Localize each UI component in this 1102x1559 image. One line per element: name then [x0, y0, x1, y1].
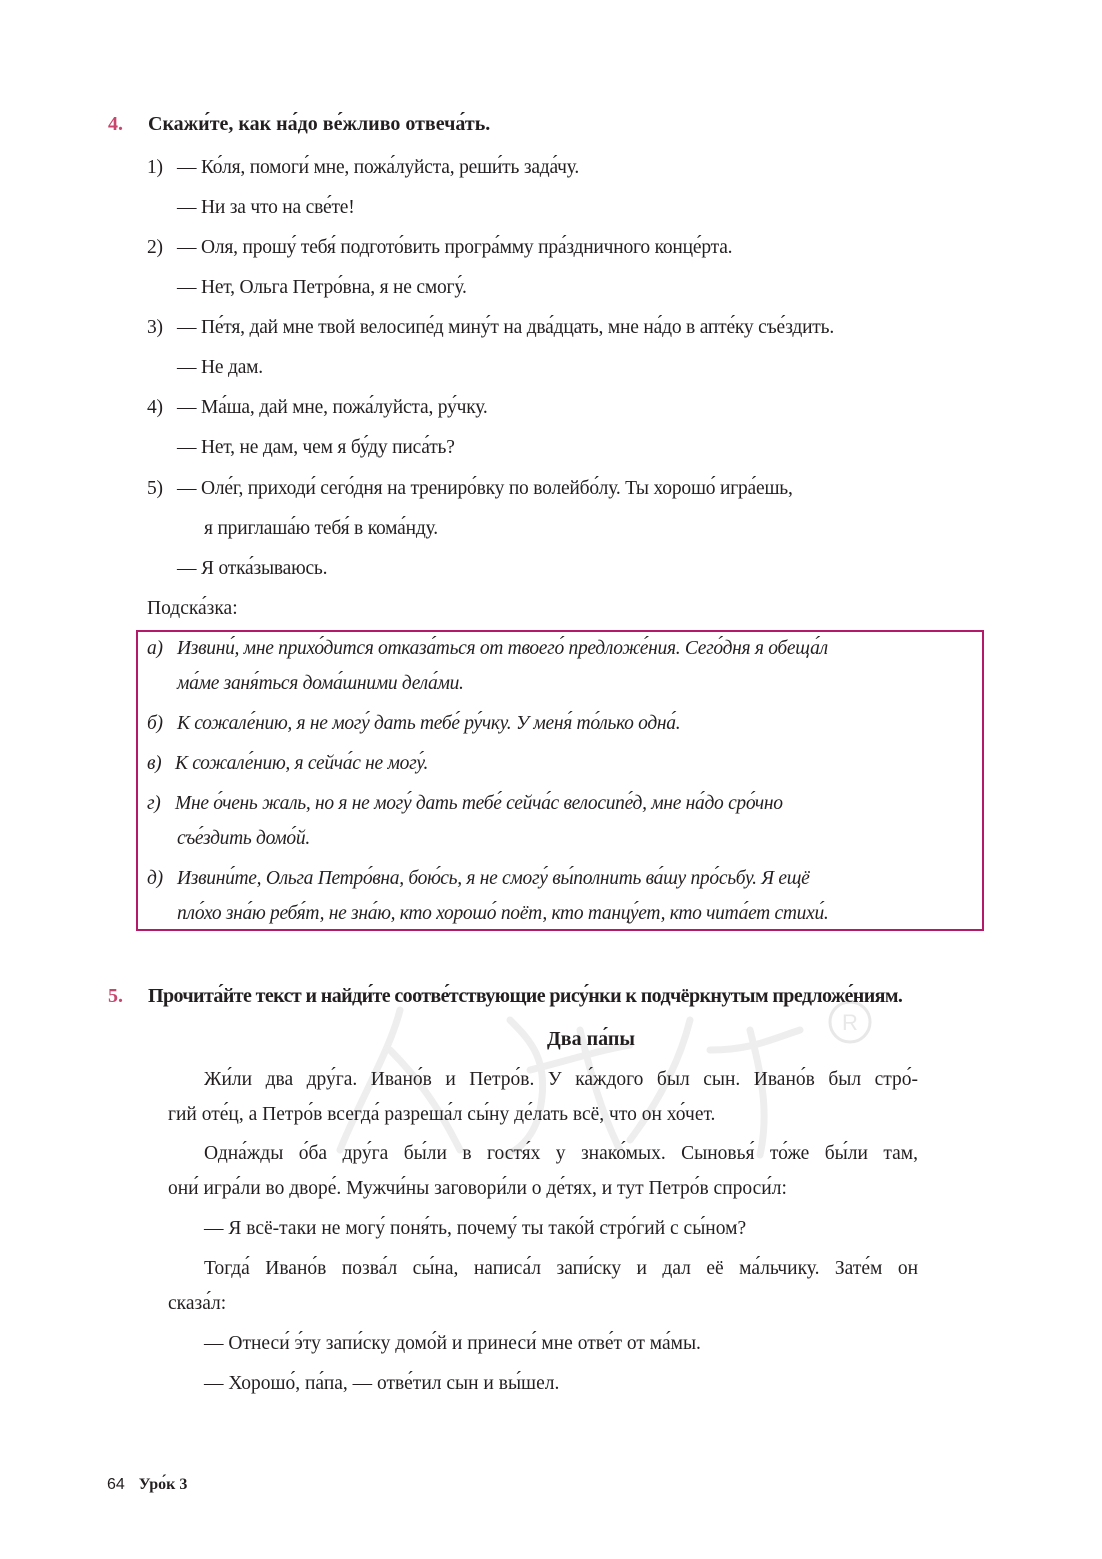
- dialogue-item-1-line-2: — Ни за что на све́те!: [177, 197, 355, 218]
- hint-g-line-1: [147, 791, 783, 817]
- hint-text: Извини́те, Ольга Петро́вна, бою́сь, я не смогу́ вы́полнить ва́шу про́сьбу. Я ещё: [177, 868, 810, 889]
- story-line-6: Тогда́ Ивано́в позва́л сы́на, написа́л запи́ску и дал её ма́льчику. Зате́м он: [204, 1258, 918, 1279]
- dialogue-item-2-line-2: — Нет, Ольга Петро́вна, я не смогу́.: [177, 277, 467, 298]
- dialogue-item-1-line-1: [147, 155, 579, 181]
- dialogue-item-2-line-1: [147, 235, 732, 261]
- hint-letter: в): [147, 753, 162, 774]
- dialogue-line: — Пе́тя, дай мне твой велосипе́д мину́т на два́дцать, мне на́до в апте́ку съе́здить.: [177, 317, 834, 338]
- item-number: 3): [147, 317, 163, 338]
- item-number: 1): [147, 157, 163, 178]
- exercise-4-title: Скажи́те, как на́до ве́жливо отвеча́ть.: [148, 113, 491, 135]
- hint-text: К сожале́нию, я не могу́ дать тебе́ ру́чку. У меня́ то́лько одна́.: [177, 713, 681, 734]
- hint-text: К сожале́нию, я сейча́с не могу́.: [175, 753, 429, 774]
- hint-letter: д): [147, 868, 163, 889]
- exercise-4-heading: [108, 110, 490, 138]
- story-line-7: сказа́л:: [168, 1293, 227, 1314]
- dialogue-item-5-line-1: [147, 476, 793, 502]
- hint-text: Мне о́чень жаль, но я не могу́ дать тебе́ сейча́с велосипе́д, мне на́до сро́чно: [175, 793, 783, 814]
- story-line-1: Жи́ли два дру́га. Ивано́в и Петро́в. У ка́ждого был сын. Ивано́в был стро́-: [204, 1069, 918, 1090]
- dialogue-item-5-line-3: — Я отка́зываюсь.: [177, 558, 328, 579]
- story-line-2: гий оте́ц, а Петро́в всегда́ разреша́л сы́ну де́лать всё, что он хо́чет.: [168, 1104, 716, 1125]
- item-number: 4): [147, 397, 163, 418]
- dialogue-item-5-line-2: я приглаша́ю тебя́ в кома́нду.: [204, 518, 438, 539]
- dialogue-item-4-line-1: [147, 395, 488, 421]
- dialogue-line: — Оле́г, приходи́ сего́дня на трениро́вку по волейбо́лу. Ты хорошо́ игра́ешь,: [177, 478, 793, 499]
- story-line-8: — Отнеси́ э́ту запи́ску домо́й и принеси́ мне отве́т от ма́мы.: [204, 1333, 701, 1354]
- dialogue-item-3-line-2: — Не дам.: [177, 357, 263, 378]
- svg-text:R: R: [842, 1010, 858, 1035]
- hint-letter: а): [147, 638, 163, 659]
- story-line-9: — Хорошо́, па́па, — отве́тил сын и вы́шел.: [204, 1373, 560, 1394]
- exercise-4-number: 4.: [108, 113, 123, 135]
- hint-g-line-2: съе́здить домо́й.: [177, 828, 310, 849]
- hint-v-line-1: [147, 751, 428, 777]
- hint-d-line-1: [147, 866, 810, 892]
- hint-a-line-2: ма́ме заня́ться дома́шними дела́ми.: [177, 673, 464, 694]
- hint-label: Подска́зка:: [147, 598, 238, 619]
- hint-text: Извини́, мне прихо́дится отказа́ться от твоего́ предложе́ния. Сего́дня я обеща́л: [177, 638, 828, 659]
- page-footer: [107, 1474, 187, 1496]
- story-title: Два па́пы: [547, 1028, 635, 1050]
- hint-a-line-1: [147, 636, 828, 662]
- lesson-label: Уро́к 3: [138, 1476, 188, 1493]
- exercise-5-heading: [108, 982, 902, 1010]
- dialogue-line: — Ко́ля, помоги́ мне, пожа́луйста, реши́ть зада́чу.: [177, 157, 580, 178]
- story-line-3: Одна́жды о́ба дру́га бы́ли в гостя́х у знако́мых. Сыновья́ то́же бы́ли там,: [204, 1143, 918, 1164]
- item-number: 5): [147, 478, 163, 499]
- dialogue-item-3-line-1: [147, 315, 834, 341]
- dialogue-line: — Оля, прошу́ тебя́ подгото́вить програ́мму пра́здничного конце́рта.: [177, 237, 733, 258]
- dialogue-item-4-line-2: — Нет, не дам, чем я бу́ду писа́ть?: [177, 437, 455, 458]
- hint-letter: б): [147, 713, 163, 734]
- hint-letter: г): [147, 793, 161, 814]
- dialogue-line: — Ма́ша, дай мне, пожа́луйста, ру́чку.: [177, 397, 488, 418]
- hint-d-line-2: пло́хо зна́ю ребя́т, не зна́ю, кто хорошо́ поёт, кто танцу́ет, кто чита́ет стихи́.: [177, 903, 829, 924]
- item-number: 2): [147, 237, 163, 258]
- exercise-5-number: 5.: [108, 985, 123, 1007]
- story-line-4: они́ игра́ли во дворе́. Мужчи́ны заговори́ли о де́тях, и тут Петро́в спроси́л:: [168, 1178, 787, 1199]
- page-number: 64: [107, 1476, 125, 1493]
- exercise-5-title: Прочита́йте текст и найди́те соотве́тствующие рису́нки к подчёркнутым предложе́ниям.: [148, 985, 903, 1007]
- hint-b-line-1: [147, 711, 680, 737]
- story-line-5: — Я всё-таки не могу́ поня́ть, почему́ ты тако́й стро́гий с сы́ном?: [204, 1218, 747, 1239]
